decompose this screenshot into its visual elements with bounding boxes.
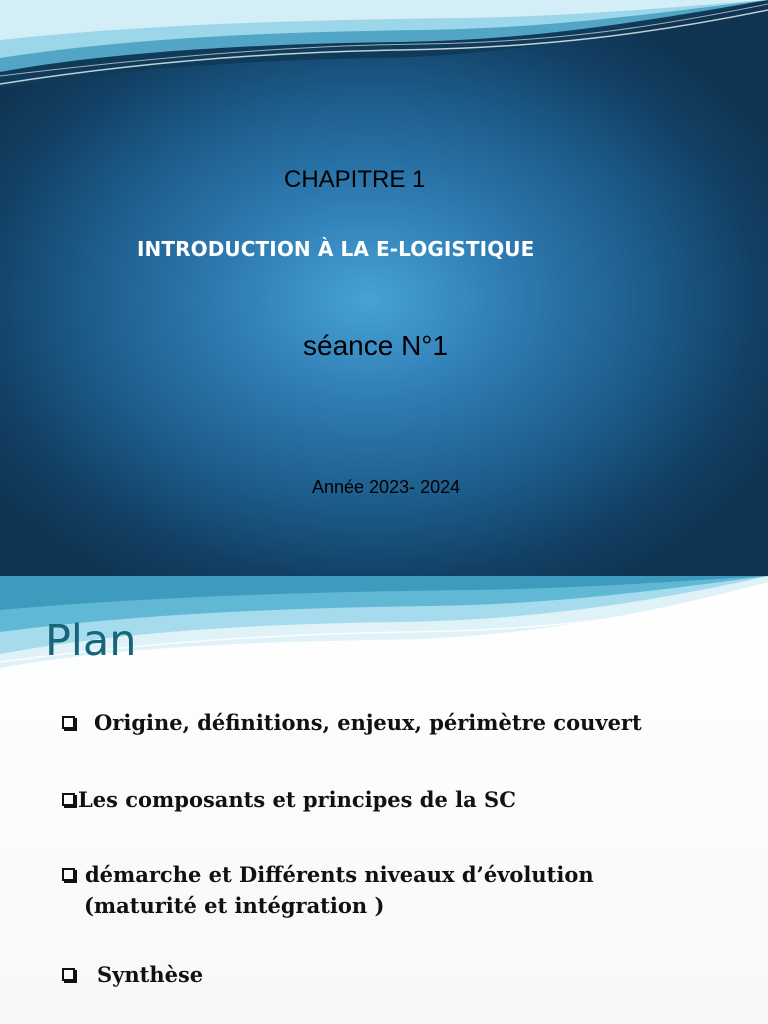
- plan-item-text: Origine, définitions, enjeux, périmètre couvert: [94, 710, 642, 735]
- plan-item-text: Les composants et principes de la SC: [78, 787, 516, 812]
- slide-plan: [0, 576, 768, 1024]
- checkbox-bullet-icon: [62, 868, 75, 881]
- plan-title: Plan: [45, 616, 137, 666]
- academic-year-label: Année 2023- 2024: [312, 477, 461, 497]
- plan-item: [62, 962, 203, 987]
- chapter-title: INTRODUCTION À LA E-LOGISTIQUE: [137, 237, 535, 261]
- plan-item-continuation: (maturité et intégration ): [84, 893, 385, 918]
- plan-item: [62, 862, 594, 887]
- plan-item: [62, 710, 642, 735]
- chapter-label: CHAPITRE 1: [284, 166, 426, 193]
- checkbox-bullet-icon: [62, 968, 75, 981]
- plan-item-text: démarche et Différents niveaux d’évolution: [85, 862, 594, 887]
- session-label: séance N°1: [303, 330, 449, 361]
- checkbox-bullet-icon: [62, 716, 75, 729]
- checkbox-bullet-icon: [62, 793, 75, 806]
- header-wave-decoration: [0, 0, 768, 120]
- plan-item-text: Synthèse: [97, 962, 204, 987]
- plan-item: [62, 787, 516, 812]
